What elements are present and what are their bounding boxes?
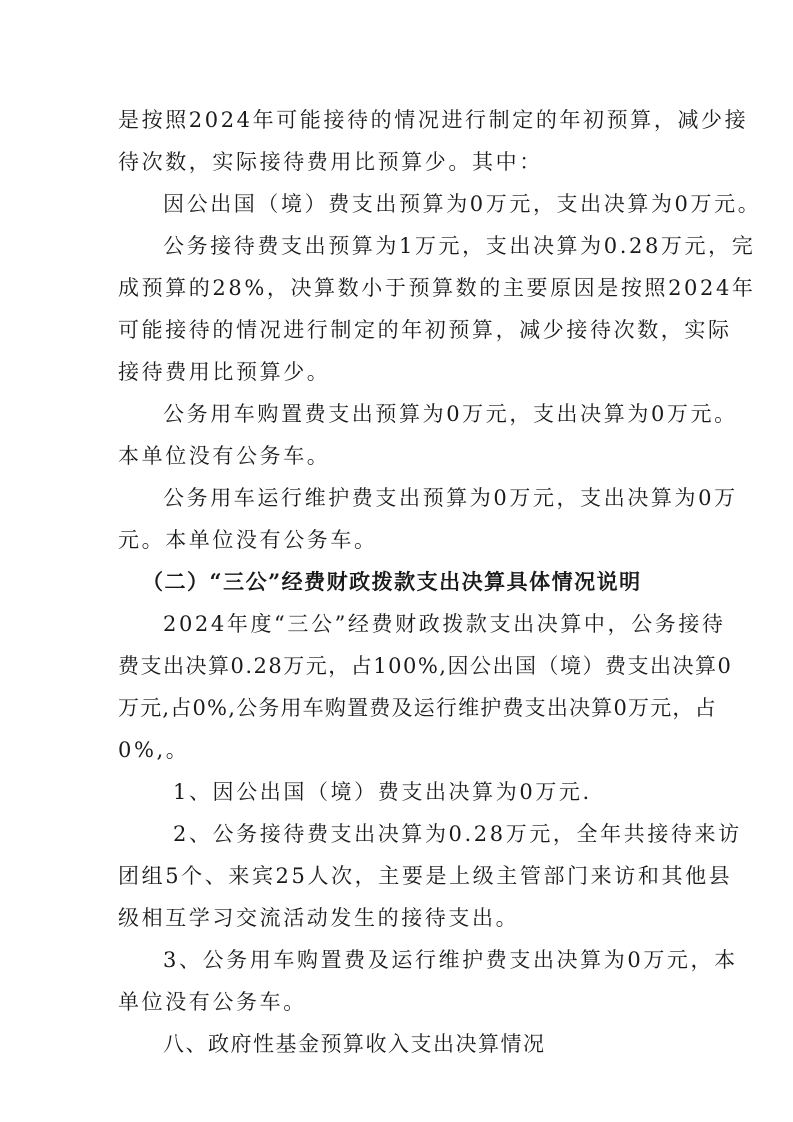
paragraph-line: 单位没有公务车。 [118,990,307,1014]
paragraph-line: 团组5个、来宾25人次，主要是上级主管部门来访和其他县 [118,864,733,888]
paragraph-line: 公务用车购置费支出预算为0万元，支出决算为0万元。 [163,402,738,426]
paragraph-line: 元。本单位没有公务车。 [118,528,378,552]
paragraph-line: 0%,。 [118,738,190,762]
paragraph-line: 成预算的28%，决算数小于预算数的主要原因是按照2024年 [118,276,756,300]
paragraph-line: 本单位没有公务车。 [118,444,331,468]
section-heading: 八、政府性基金预算收入支出决算情况 [163,1032,546,1056]
paragraph-line: 是按照2024年可能接待的情况进行制定的年初预算，减少接 [118,108,749,132]
paragraph-line: 费支出决算0.28万元，占100%,因公出国（境）费支出决算0 [118,654,733,678]
section-heading: （二）“三公”经费财政拨款支出决算具体情况说明 [142,569,642,594]
paragraph-line: 万元,占0%,公务用车购置费及运行维护费支出决算0万元，占 [118,696,717,720]
paragraph-line: 2、公务接待费支出决算为0.28万元，全年共接待来访 [173,822,742,846]
paragraph-line: 公务接待费支出预算为1万元，支出决算为0.28万元，完 [163,234,756,258]
paragraph-line: 待次数，实际接待费用比预算少。其中： [118,150,543,174]
paragraph-line: 公务用车运行维护费支出预算为0万元，支出决算为0万 [163,486,738,510]
paragraph-line: 1、因公出国（境）费支出决算为0万元. [173,780,592,804]
paragraph-line: 级相互学习交流活动发生的接待支出。 [118,906,520,930]
paragraph-line: 接待费用比预算少。 [118,360,331,384]
paragraph-line: 3、公务用车购置费及运行维护费支出决算为0万元，本 [163,948,738,972]
paragraph-line: 可能接待的情况进行制定的年初预算，减少接待次数，实际 [118,318,732,342]
paragraph-line: 2024年度“三公”经费财政拨款支出决算中，公务接待 [163,612,726,636]
paragraph-line: 因公出国（境）费支出预算为0万元，支出决算为0万元。 [163,192,762,216]
